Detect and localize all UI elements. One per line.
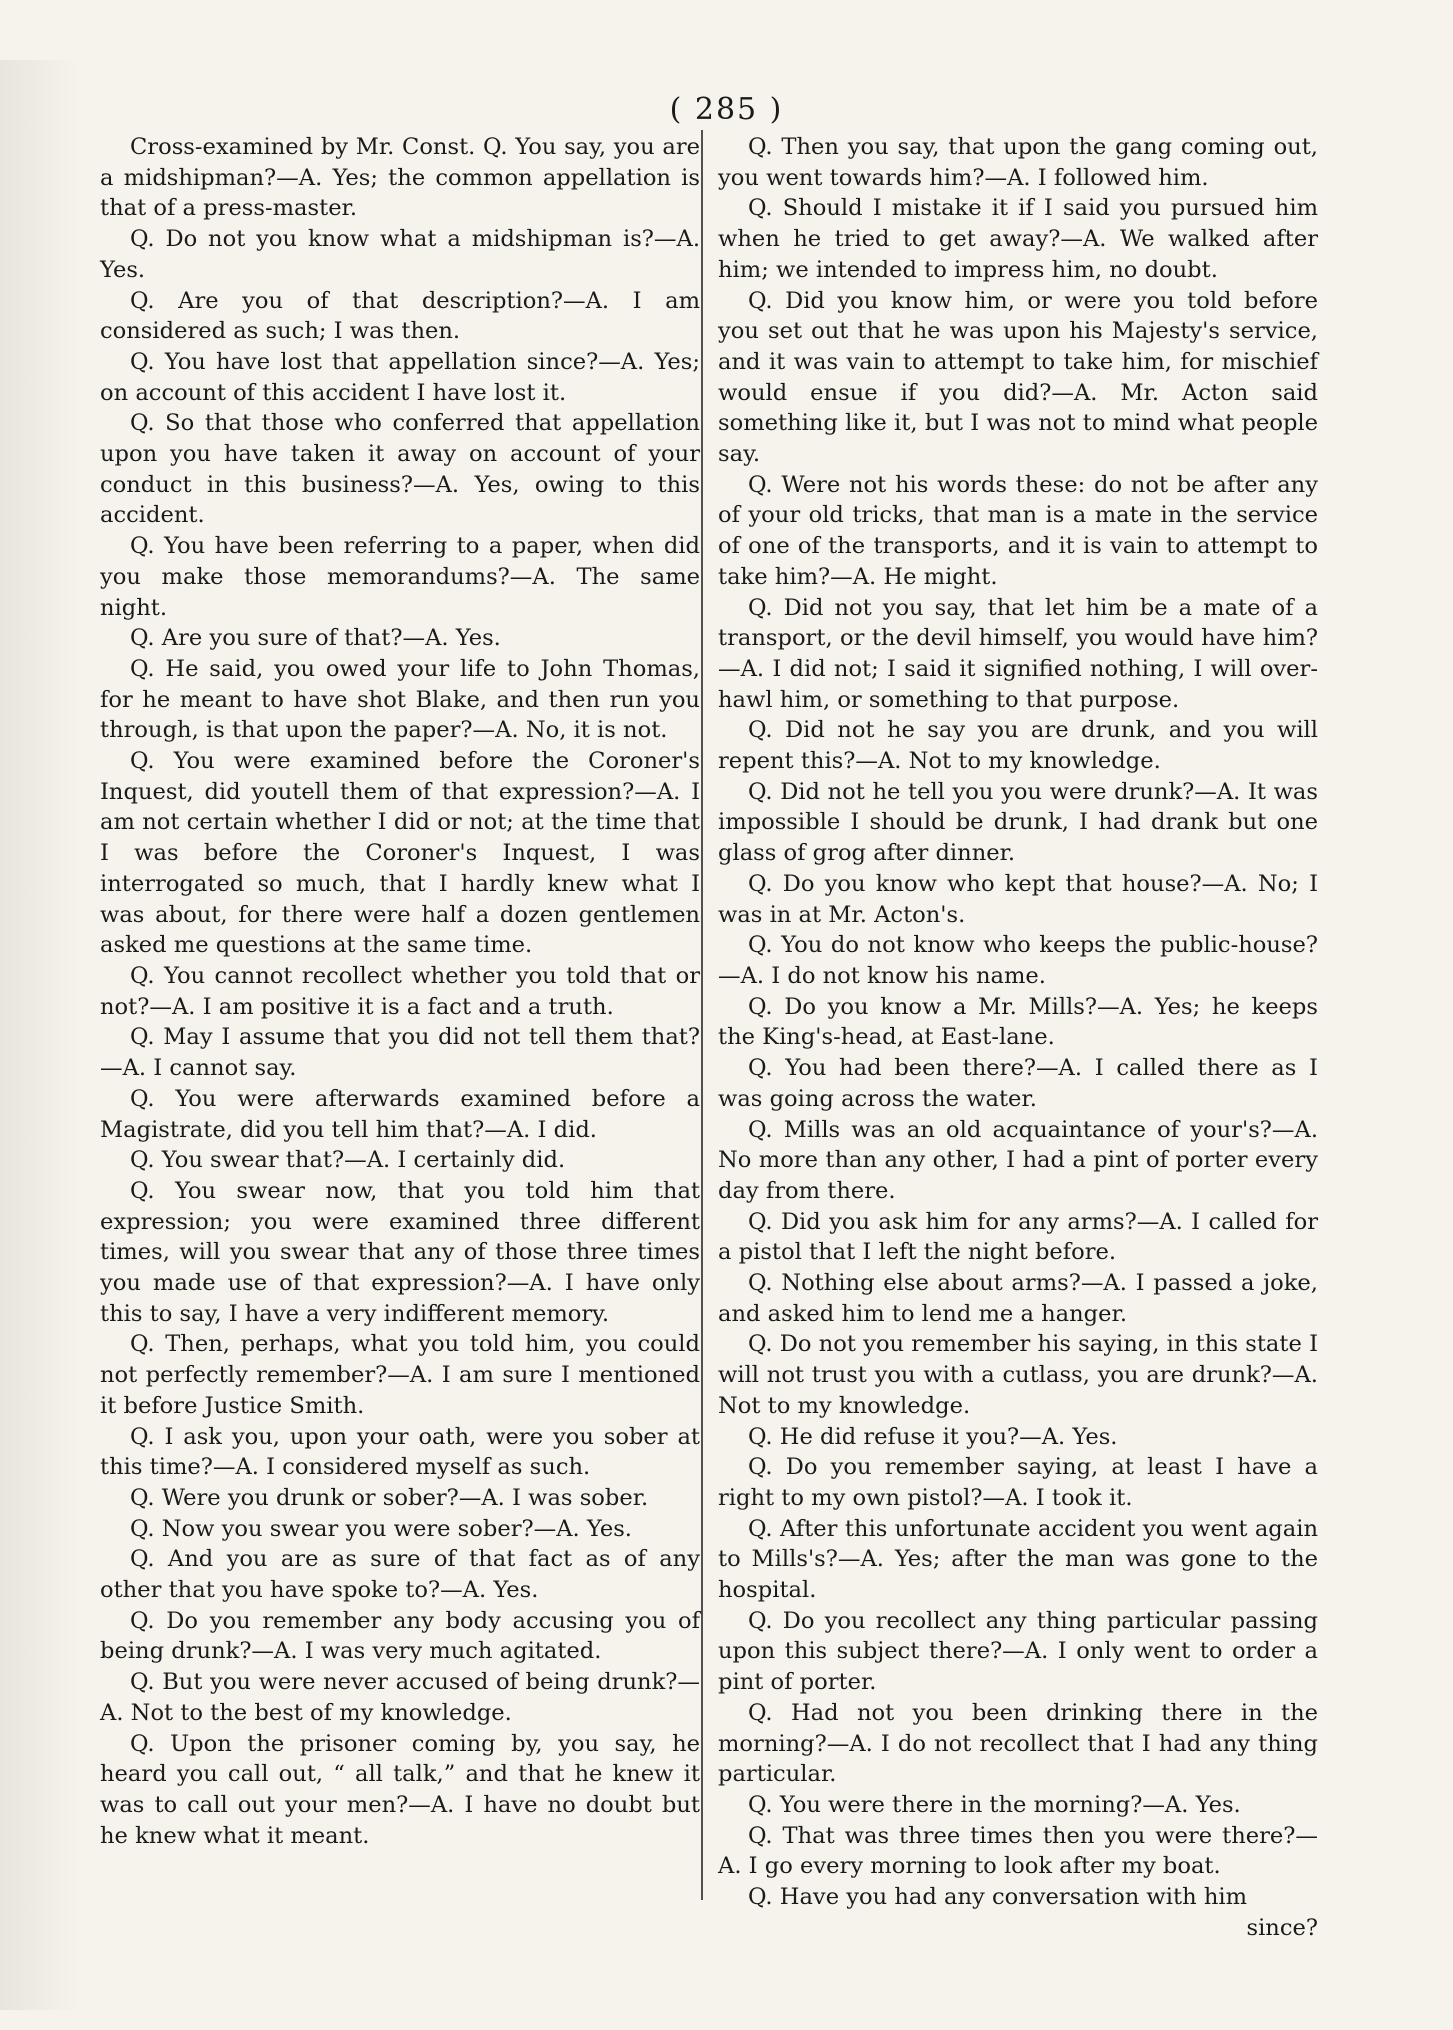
paragraph: Q. Were not his words these: do not be after any of your old tricks, that man is a mate in the service of one of the transports, and it is vain to attempt to take him?—A. He might. xyxy=(718,471,1318,590)
paragraph: Q. That was three times then you were there?—A. I go every morning to look after my boat. xyxy=(718,1822,1318,1880)
paragraph: Q. You have been referring to a paper, when did you make those memorandums?—A. The same night. xyxy=(100,533,700,621)
paragraph: Q. Then you say, that upon the gang coming out, you went towards him?—A. I followed him. xyxy=(718,134,1318,191)
column-divider xyxy=(701,130,703,1900)
paragraph: Q. Should I mistake it if I said you pursued him when he tried to get away?—A. We walked after him; we intended to impress him, no doubt. xyxy=(718,195,1318,283)
paragraph: Q. Mills was an old acquaintance of your's?—A. No more than any other, I had a pint of porter every day from there. xyxy=(718,1116,1318,1204)
paragraph: Q. Did you ask him for any arms?—A. I called for a pistol that I left the night before. xyxy=(718,1208,1318,1266)
paragraph: Q. Do you know a Mr. Mills?—A. Yes; he keeps the King's-head, at East-lane. xyxy=(718,993,1318,1051)
paragraph: Q. Are you sure of that?—A. Yes. xyxy=(130,625,501,652)
paragraph: Q. Were you drunk or sober?—A. I was sober. xyxy=(130,1484,649,1511)
paragraph: Q. Do not you remember his saying, in this state I will not trust you with a cutlass, you are drunk?—A. Not to my knowledge. xyxy=(718,1331,1318,1419)
paragraph: Q. You have lost that appellation since?—A. Yes; on account of this accident I have lost it. xyxy=(100,348,700,406)
paragraph: Q. After this unfortunate accident you went again to Mills's?—A. Yes; after the man was gone to the hospital. xyxy=(718,1515,1318,1604)
paragraph: Q. And you are as sure of that fact as of any other that you have spoke to?—A. Yes. xyxy=(100,1546,700,1604)
paragraph: Q. Now you swear you were sober?—A. Yes. xyxy=(130,1515,632,1542)
paragraph: Q. So that those who conferred that appellation upon you have taken it away on account of your conduct in this business?—A. Yes, owing to this accident. xyxy=(100,410,700,529)
paragraph: Q. Have you had any conversation with him xyxy=(748,1884,1248,1911)
paragraph: Q. May I assume that you did not tell them that?—A. I cannot say. xyxy=(100,1024,700,1082)
paragraph: Q. Did not you say, that let him be a mate of a transport, or the devil himself, you would have him?—A. I did not; I said it signified nothing, I will over-hawl him, or something to that purpose. xyxy=(718,594,1318,713)
paragraph: Cross-examined by Mr. Const. Q. You say, you are a midshipman?—A. Yes; the common appellation is that of a press-master. xyxy=(100,134,700,222)
page-number: ( 285 ) xyxy=(669,92,784,127)
paragraph: Q. Upon the prisoner coming by, you say, he heard you call out, “ all talk,” and that he knew it was to call out your men?—A. I have no doubt but he knew what it meant. xyxy=(100,1730,700,1849)
paragraph: Q. Did not he say you are drunk, and you will repent this?—A. Not to my knowledge. xyxy=(718,717,1318,775)
paragraph: Q. Do you know who kept that house?—A. No; I was in at Mr. Acton's. xyxy=(718,870,1318,928)
paragraph: Q. Do you remember saying, at least I have a right to my own pistol?—A. I took it. xyxy=(718,1454,1318,1511)
catchword: since? xyxy=(1246,1914,1318,1941)
paragraph: Q. He did refuse it you?—A. Yes. xyxy=(748,1423,1118,1450)
right-column xyxy=(718,132,1318,1943)
paragraph: Q. You had been there?—A. I called there as I was going across the water. xyxy=(718,1055,1318,1112)
paragraph: Q. Do you recollect any thing particular passing upon this subject there?—A. I only went to order a pint of porter. xyxy=(718,1607,1318,1696)
paragraph: Q. You swear now, that you told him that expression; you were examined three different times, will you swear that any of those three times you made use of that expression?—A. I have only this to say, I have a very indifferent memory. xyxy=(100,1177,700,1327)
paragraph: Q. You do not know who keeps the public-house?—A. I do not know his name. xyxy=(718,932,1318,989)
paragraph: Q. You were there in the morning?—A. Yes. xyxy=(748,1791,1241,1818)
paragraph: Q. Did not he tell you you were drunk?—A. It was impossible I should be drunk, I had drank but one glass of grog after dinner. xyxy=(718,778,1318,867)
paragraph: Q. Had not you been drinking there in the morning?—A. I do not recollect that I had any thing particular. xyxy=(718,1699,1318,1788)
paragraph: Q. Nothing else about arms?—A. I passed a joke, and asked him to lend me a hanger. xyxy=(718,1270,1318,1327)
paragraph: Q. But you were never accused of being drunk?—A. Not to the best of my knowledge. xyxy=(100,1669,700,1726)
paragraph: Q. Then, perhaps, what you told him, you could not perfectly remember?—A. I am sure I mentioned it before Justice Smith. xyxy=(100,1331,700,1419)
paragraph: Q. He said, you owed your life to John Thomas, for he meant to have shot Blake, and then run you through, is that upon the paper?—A. No, it is not. xyxy=(100,655,700,744)
binding-margin xyxy=(0,60,80,2010)
paragraph: Q. Are you of that description?—A. I am considered as such; I was then. xyxy=(100,287,700,345)
paragraph: Q. You swear that?—A. I certainly did. xyxy=(130,1147,566,1174)
paragraph: Q. You were afterwards examined before a Magistrate, did you tell him that?—A. I did. xyxy=(100,1085,700,1143)
left-column xyxy=(100,132,700,1851)
paragraph: Q. You were examined before the Coroner's Inquest, did youtell them of that expression?—A. I am not certain whether I did or not; at the time that I was before the Coroner's Inquest, I was interrogated so much, that I hardly knew what I was about, for there were half a dozen gentlemen asked me questions at the same time. xyxy=(100,748,700,959)
paragraph: Q. You cannot recollect whether you told that or not?—A. I am positive it is a fact and a truth. xyxy=(100,962,700,1020)
paragraph: Q. Did you know him, or were you told before you set out that he was upon his Majesty's service, and it was vain to attempt to take him, for mischief would ensue if you did?—A. Mr. Acton said something like it, but I was not to mind what people say. xyxy=(718,287,1318,468)
paragraph: Q. I ask you, upon your oath, were you sober at this time?—A. I considered myself as such. xyxy=(100,1423,700,1481)
paragraph: Q. Do you remember any body accusing you of being drunk?—A. I was very much agitated. xyxy=(100,1607,700,1665)
paragraph: Q. Do not you know what a midshipman is?—A. Yes. xyxy=(100,226,700,283)
